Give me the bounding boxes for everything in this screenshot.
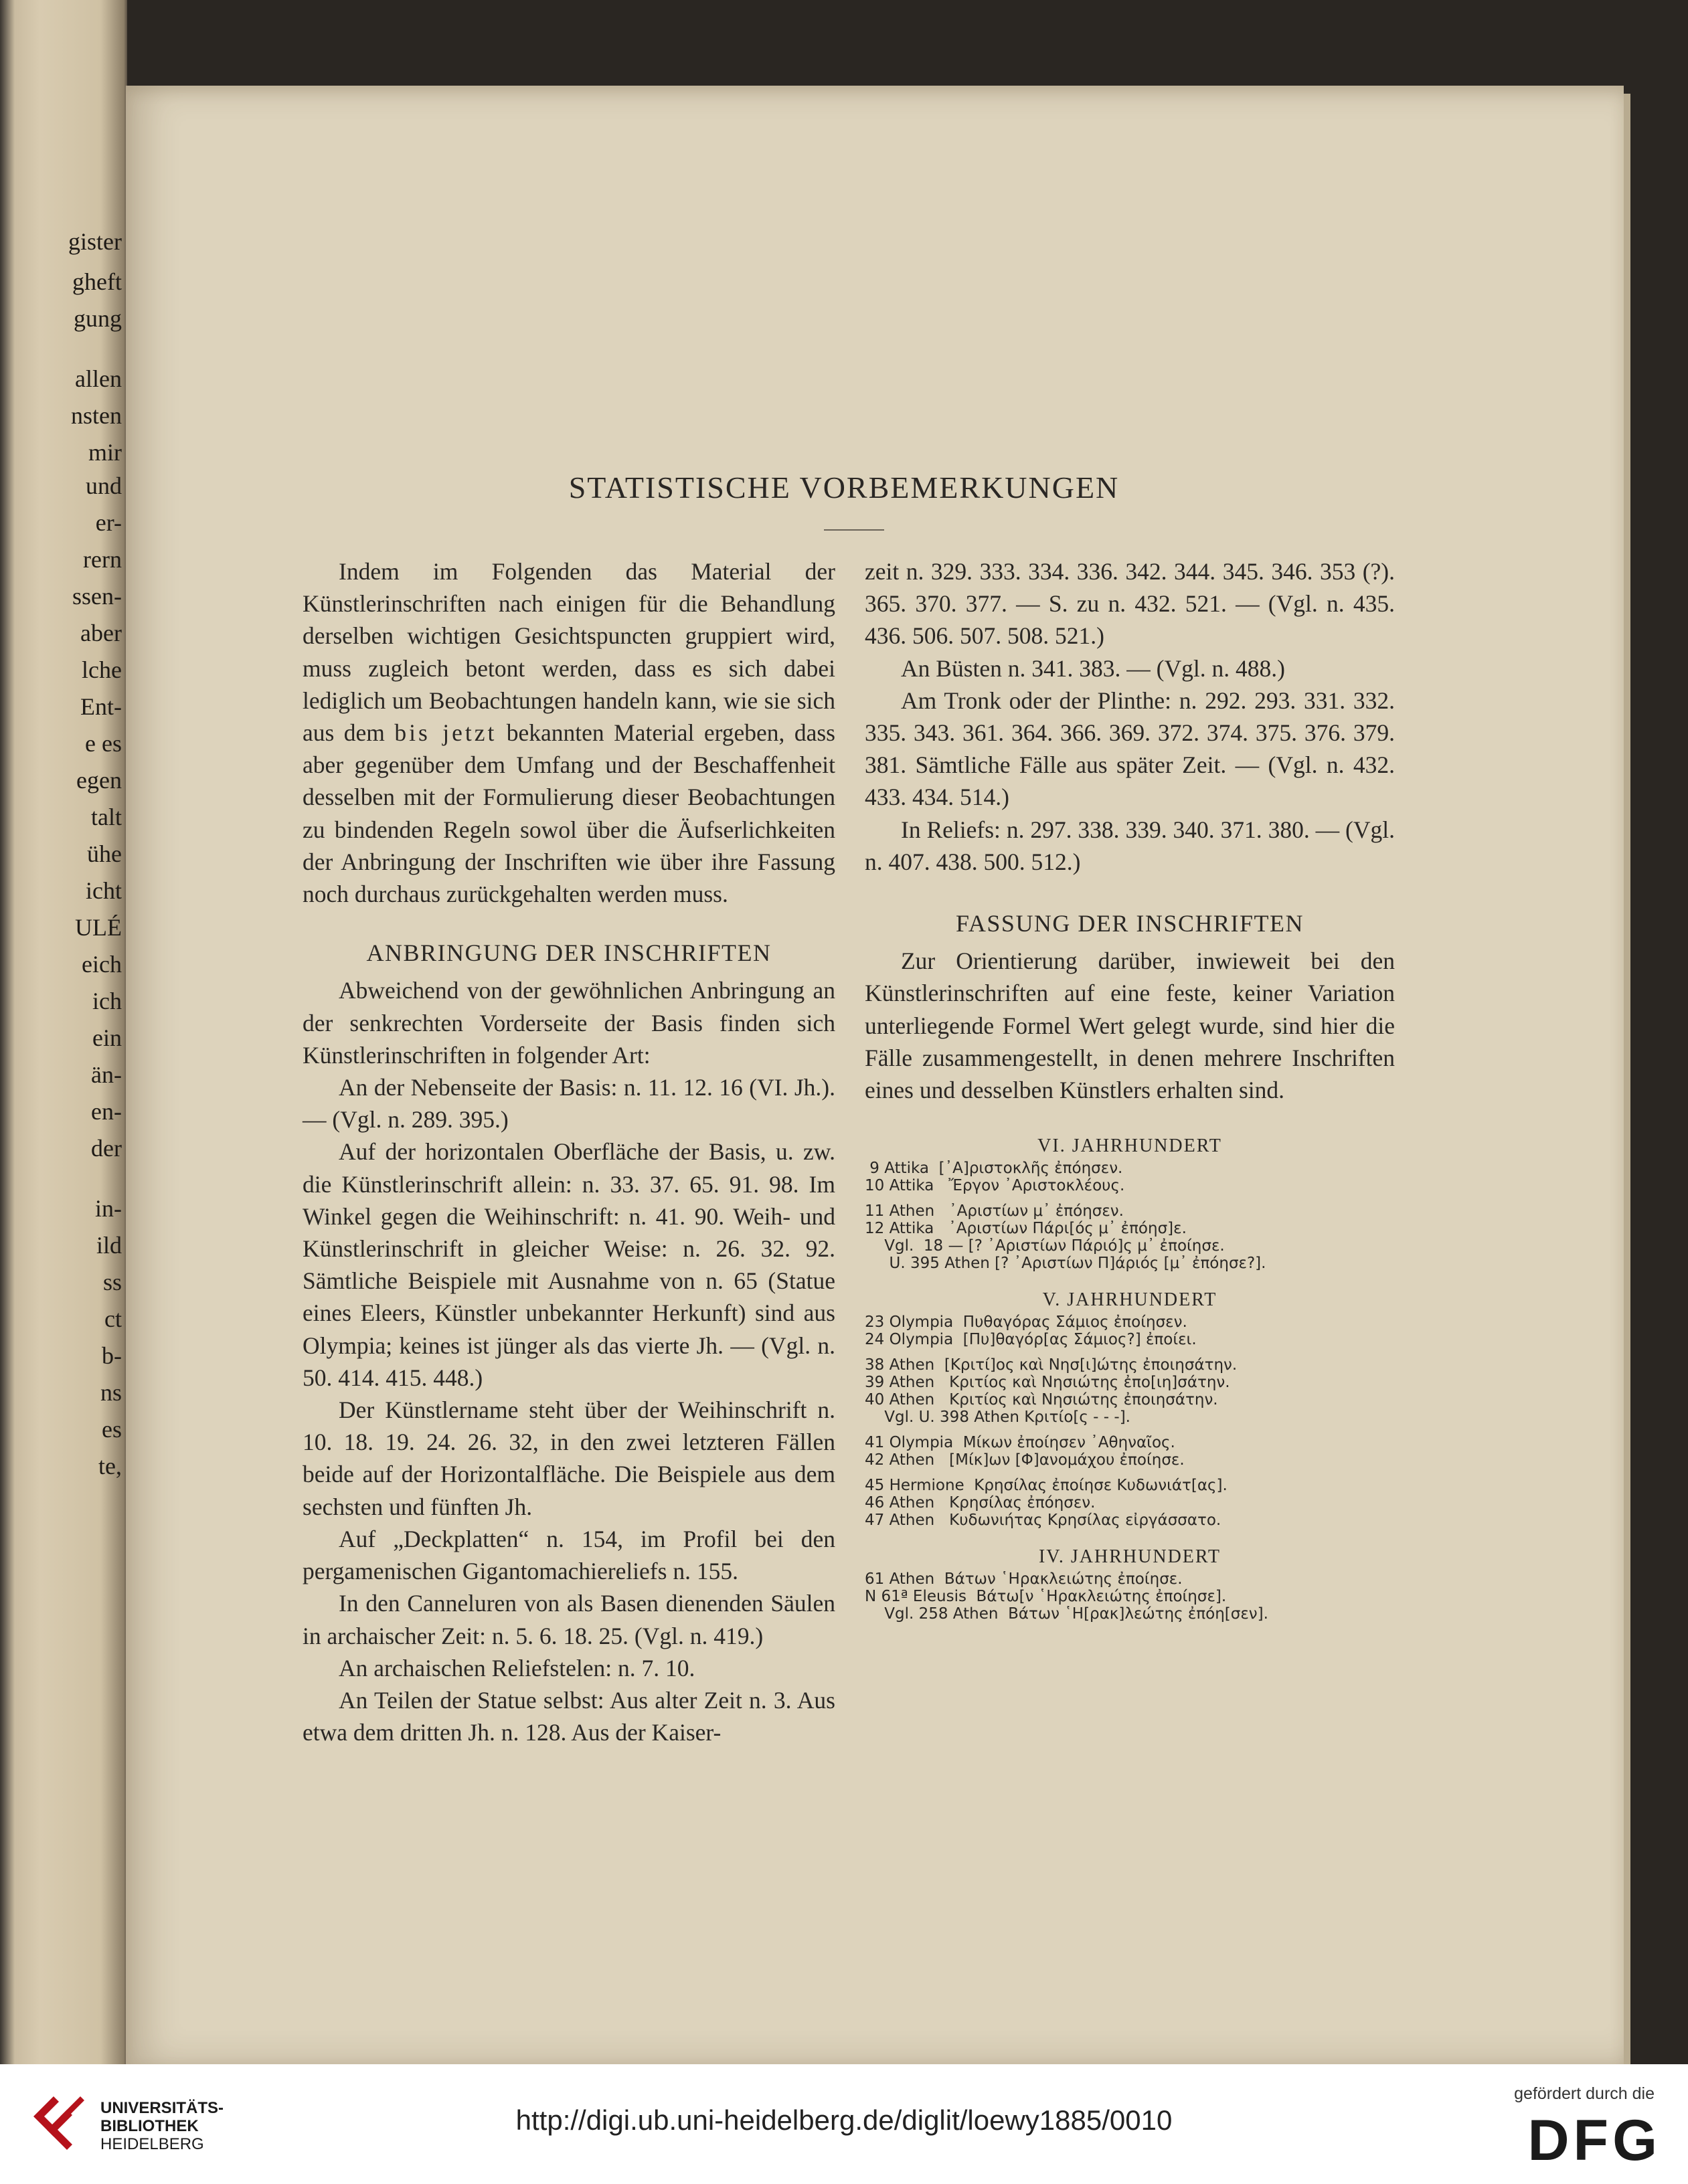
paragraph: Der Künstlername steht über der Weihinschrift n. 10. 18. 19. 24. 26. 32, in den zwei letzteren Fällen beide auf der Horizontalfläche. Die Beispiele aus dem sechsten und fünften Jh. — [303, 1396, 835, 1520]
facing-page-fragment: ssen- — [72, 583, 122, 610]
century-heading: V. JAHRHUNDERT — [1042, 1289, 1217, 1311]
facing-page-fragment: in- — [95, 1195, 122, 1222]
title-rule — [824, 529, 884, 531]
facing-page-fragment: eich — [82, 951, 122, 978]
facing-page-fragment: gheft — [72, 268, 122, 295]
facing-page-fragment: ct — [104, 1305, 122, 1332]
inscription-group: 11 Athen ᾿Αριστίων μ᾿ ἐπόησεν. 12 Attika ᾿Αριστίων Πάρι[ός μ᾿ ἐπόησ]ε. Vgl. 18 — [? ᾿Αριστίων Πάριό]ς μ᾿ ἐποίησε. U. 395 Athen [? ᾿Αριστίων Π]άριός [μ᾿ ἐπόησε?]. — [865, 1202, 1266, 1273]
inscription-group: 45 Hermione Κρησίλας ἐποίησε Κυδωνιάτ[ας]. 46 Athen Κρησίλας ἐπόησεν. 47 Athen Κυδωνιήτας Κρησίλας εἰργάσσατο. — [865, 1477, 1228, 1530]
paragraph: Auf der horizontalen Oberfläche der Basis, u. zw. die Künstlerinschrift allein: n. 33. 37. 65. 91. 98. Im Winkel gegen die Weihinschrift: n. 41. 90. Weih- und Künstlerinschrift in gleicher Weise: n. 26. 32. 92. Sämtliche Beispiele mit Ausnahme von n. 65 (Statue eines Eleers, Künstler unbekannter Herkunft) sind aus Olympia; keines ist jünger als das vierte Jh. — (Vgl. n. 50. 414. 415. 448.) — [303, 1138, 835, 1391]
facing-page-fragment: ild — [96, 1232, 122, 1259]
inscription-group: 38 Athen [Κριτί]ος καὶ Νησ[ι]ώτης ἐποιησάτην. 39 Athen Κριτίος καὶ Νησιώτης ἐπο[ιη]σάτην. 40 Athen Κριτίος καὶ Νησιώτης ἐποιησάτην. Vgl. U. 398 Athen Κριτίο[ς - - -]. — [865, 1356, 1238, 1427]
facing-page-fragment: mir — [88, 439, 122, 466]
paragraph: Am Tronk oder der Plinthe: n. 292. 293. 331. 332. 335. 343. 361. 364. 366. 369. 372. 374. 375. 376. 379. 381. Sämtliche Fälle aus später Zeit. — (Vgl. n. 432. 433. 434. 514.) — [865, 687, 1395, 811]
section-heading-anbringung: ANBRINGUNG DER INSCHRIFTEN — [366, 939, 772, 967]
paragraph: An Teilen der Statue selbst: Aus alter Zeit n. 3. Aus etwa dem dritten Jh. n. 128. Aus der Kaiser- — [303, 1686, 835, 1746]
facing-page-fragment: än- — [91, 1061, 122, 1088]
century-block — [865, 1133, 1395, 1272]
inscription-group: 61 Athen Βάτων ῾Ηρακλειώτης ἐποίησε. N 61ª Eleusis Βάτω[ν ῾Ηρακλειώτης ἐποίησε]. Vgl. 258 Athen Βάτων ῾Η[ρακ]λεώτης ἐπόη[σεν]. — [865, 1570, 1268, 1623]
facing-page-fragment: te, — [98, 1453, 122, 1479]
facing-page-fragment: ss — [102, 1269, 122, 1295]
viewer-footer — [0, 2064, 1688, 2184]
left-column — [303, 555, 835, 1748]
paragraph: An Büsten n. 341. 383. — (Vgl. n. 488.) — [901, 654, 1285, 682]
paragraph: Zur Orientierung darüber, inwieweit bei den Künstlerinschriften auf eine feste, keiner Variation unterliegende Formel Wert gelegt wurde, sind hier die Fälle zusammengestellt, in denen mehrere Inschriften eines und desselben Künstlers erhalten sind. — [865, 947, 1395, 1104]
facing-page-fragment: ein — [92, 1024, 122, 1051]
inscription-group: 9 Attika [᾿Α]ριστοκλῆς ἐπόησεν. 10 Attika Ἔργον ᾿Αριστοκλέους. — [865, 1160, 1125, 1195]
facing-page-fragment: en- — [91, 1098, 122, 1125]
facing-page-fragment: ühe — [87, 840, 122, 867]
paragraph: In Reliefs: n. 297. 338. 339. 340. 371. 380. — (Vgl. n. 407. 438. 500. 512.) — [865, 816, 1395, 875]
dfg-logo[interactable]: DFG — [1527, 2108, 1661, 2173]
page-edge — [1624, 94, 1630, 2064]
main-title: STATISTISCHE VORBEMERKUNGEN — [568, 470, 1120, 505]
century-heading: IV. JAHRHUNDERT — [1038, 1546, 1221, 1568]
facing-page-fragment: und — [86, 472, 122, 499]
paragraph: An der Nebenseite der Basis: n. 11. 12. 16 (VI. Jh.). — (Vgl. n. 289. 395.) — [303, 1074, 835, 1133]
intro-paragraph: Indem im Folgenden das Material der Künstlerinschriften nach einigen für die Behandlung derselben wichtigen Gesichtspuncten gruppiert wird, muss zugleich betont werden, dass es sich dabei lediglich um Beobachtungen handeln kann, wie sie sich aus dem bis jetzt bekannten Material ergeben, dass aber gegenüber dem Umfang und der Beschaffenheit desselben mit der Formulierung dieser Beobachtungen zu bindenden Regeln sowol über die Äufserlichkeiten der Anbringung der Inschriften wie über ihre Fassung noch durchaus zurückgehalten werden muss. — [303, 558, 835, 908]
facing-page-fragment: es — [102, 1416, 122, 1443]
paragraph: In den Canneluren von als Basen dienenden Säulen in archaischer Zeit: n. 5. 6. 18. 25. (Vgl. n. 419.) — [303, 1590, 835, 1649]
facing-page-fragment: ich — [92, 988, 122, 1014]
library-name[interactable]: UNIVERSITÄTS- BIBLIOTHEK HEIDELBERG — [100, 2099, 224, 2153]
spaced-emphasis: bis jetzt — [394, 719, 497, 747]
inscription-group: 41 Olympia Μίκων ἐποίησεν ᾿Αθηναῖος. 42 Athen [Μίκ]ων [Φ]ανομάχου ἐποίησε. — [865, 1434, 1185, 1469]
facing-page-edge — [0, 0, 127, 2064]
facing-page-fragment: er- — [95, 509, 122, 536]
right-column — [865, 555, 1395, 1623]
facing-page-fragment: ns — [100, 1379, 122, 1406]
paragraph: Abweichend von der gewöhnlichen Anbringung an der senkrechten Vorderseite der Basis finden sich Künstlerinschriften in folgender Art: — [303, 977, 835, 1069]
facing-page-fragment: der — [91, 1135, 122, 1162]
facing-page-fragment: rern — [83, 546, 122, 573]
paragraph: An archaischen Reliefstelen: n. 7. 10. — [339, 1654, 695, 1681]
funding-label: gefördert durch die — [1514, 2084, 1655, 2103]
paragraph: zeit n. 329. 333. 334. 336. 342. 344. 345. 346. 353 (?). 365. 370. 377. — S. zu n. 432. 521. — (Vgl. n. 435. 436. 506. 507. 508. 521.) — [865, 558, 1395, 650]
inscription-group: 23 Olympia Πυθαγόρας Σάμιος ἐποίησεν. 24 Olympia [Πυ]θαγόρ[ας Σάμιος?] ἐποίει. — [865, 1313, 1197, 1349]
facing-page-fragment: gung — [74, 305, 122, 332]
permalink-url[interactable]: http://digi.ub.uni-heidelberg.de/diglit/loewy1885/0010 — [515, 2104, 1173, 2136]
facing-page-fragment: icht — [86, 877, 122, 904]
century-block — [865, 1287, 1395, 1529]
facing-page-fragment: gister — [68, 228, 122, 255]
facing-page-fragment: egen — [76, 767, 122, 794]
facing-page-fragment: aber — [80, 620, 122, 646]
paragraph: Auf „Deckplatten“ n. 154, im Profil bei den pergamenischen Gigantomachiereliefs n. 155. — [303, 1525, 835, 1585]
facing-page-fragment: allen — [75, 365, 122, 392]
facing-page-fragment: b- — [102, 1342, 122, 1369]
section-heading-fassung: FASSUNG DER INSCHRIFTEN — [956, 910, 1304, 937]
facing-page-fragment: Ent- — [80, 693, 122, 720]
facing-page-fragment: lche — [82, 656, 122, 683]
facing-page-fragment: nsten — [71, 402, 122, 429]
facing-page-fragment: ULÉ — [75, 914, 122, 941]
century-block — [865, 1544, 1395, 1623]
facing-page-fragment: talt — [91, 804, 122, 830]
century-heading: VI. JAHRHUNDERT — [1037, 1135, 1222, 1157]
facing-page-fragment: e es — [85, 730, 122, 757]
